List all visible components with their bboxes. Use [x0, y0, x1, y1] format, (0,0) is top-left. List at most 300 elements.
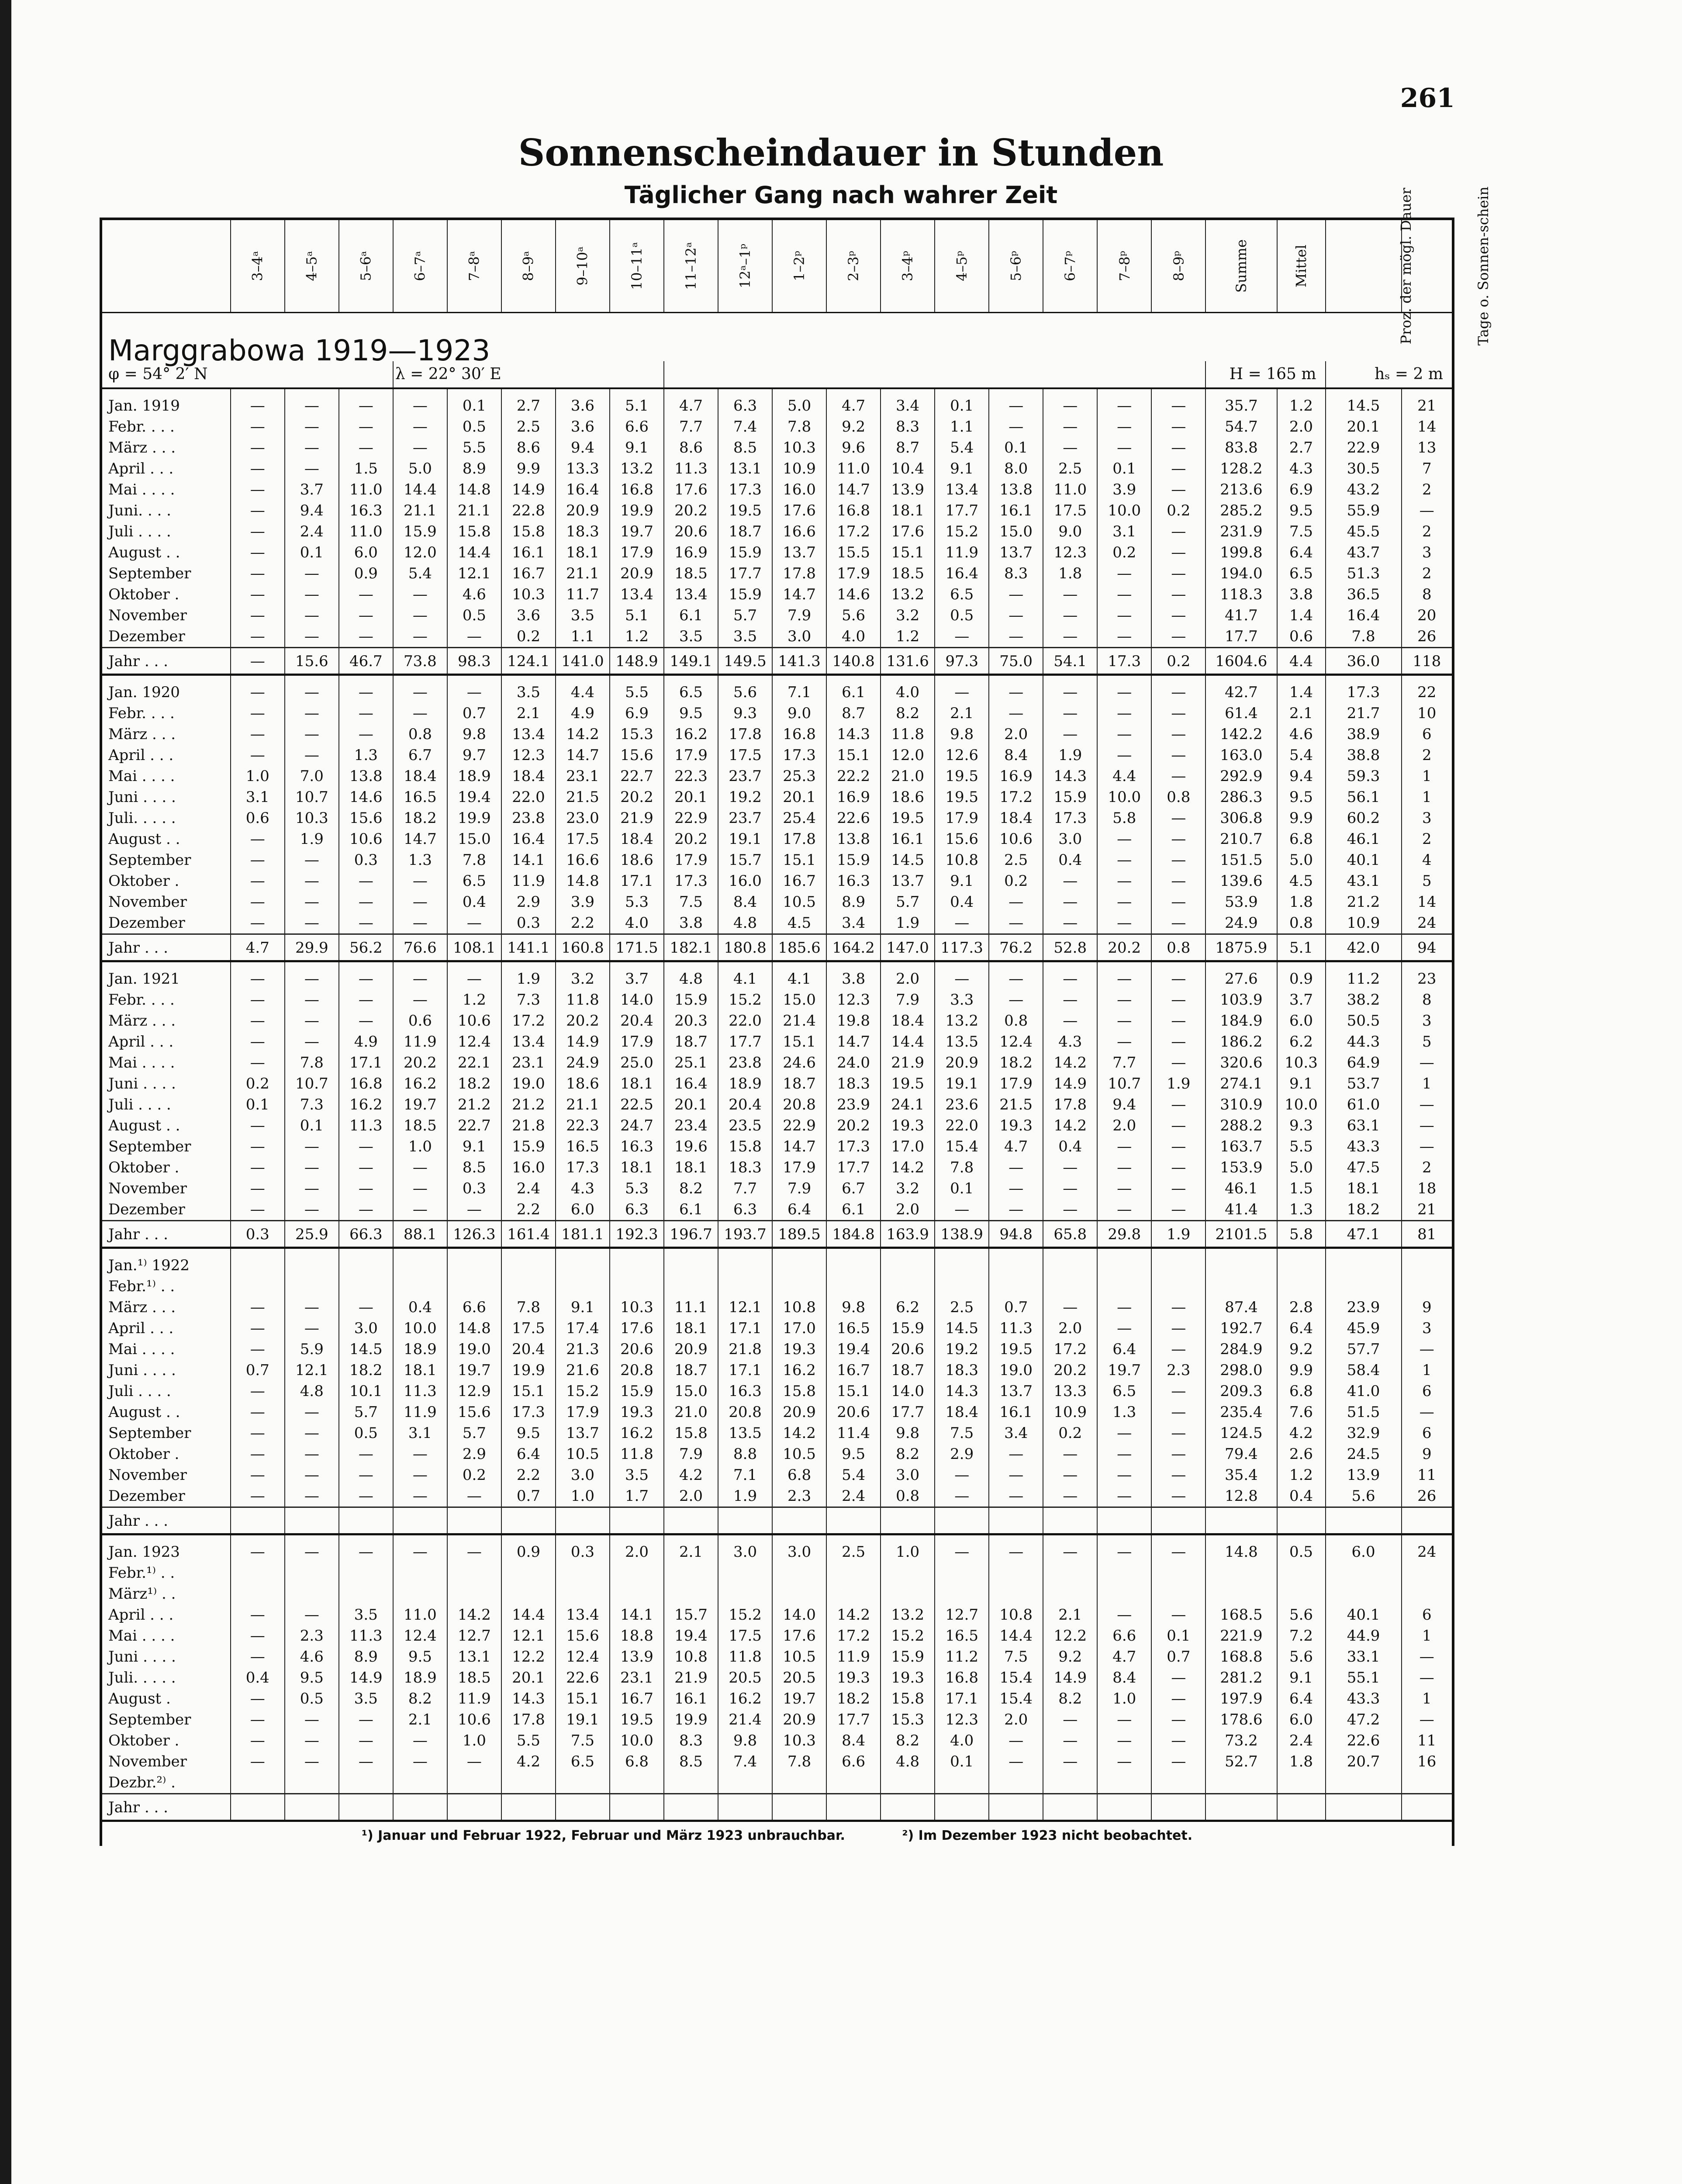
table-cell: 5.1 [610, 605, 664, 626]
table-cell: 124.5 [1205, 1423, 1277, 1444]
table-cell: 52.8 [1043, 934, 1097, 961]
table-cell: 63.1 [1326, 1115, 1402, 1136]
table-cell: 16.3 [339, 500, 393, 521]
table-cell [664, 1794, 718, 1821]
table-cell: 29.9 [285, 934, 339, 961]
table-cell [935, 1583, 989, 1604]
table-cell: — [231, 1157, 285, 1178]
table-cell: 52.7 [1205, 1751, 1277, 1772]
table-cell: 3.0 [772, 1534, 826, 1563]
table-cell [826, 1507, 881, 1534]
table-cell: 2.1 [393, 1709, 447, 1730]
table-cell: — [1151, 1052, 1205, 1073]
table-cell: 18.2 [393, 808, 447, 829]
table-cell: 13.3 [1043, 1381, 1097, 1402]
table-cell [718, 1794, 772, 1821]
table-cell: — [339, 1730, 393, 1751]
table-cell: 0.1 [285, 1115, 339, 1136]
table-cell: 1.4 [1277, 675, 1326, 703]
table-cell: — [393, 912, 447, 934]
table-cell: — [1151, 458, 1205, 479]
table-cell: 20.9 [935, 1052, 989, 1073]
header-hour-text: 3–4ᵃ [249, 251, 266, 281]
table-row [102, 829, 1452, 850]
table-cell: 11.9 [826, 1646, 881, 1667]
table-cell: 17.6 [881, 521, 935, 542]
table-cell: — [339, 912, 393, 934]
table-cell: — [1151, 675, 1205, 703]
row-label: Dezember [108, 914, 185, 932]
table-cell: 15.6 [447, 1402, 501, 1423]
table-cell: 21.6 [556, 1360, 610, 1381]
table-cell: 27.6 [1205, 961, 1277, 990]
table-cell: 4.9 [556, 703, 610, 724]
table-cell: 14.4 [501, 1604, 556, 1625]
table-cell: 88.1 [393, 1221, 447, 1248]
table-cell: — [1097, 388, 1151, 416]
table-cell: 0.6 [1277, 626, 1326, 648]
table-cell: 14.7 [826, 479, 881, 500]
table-cell: 14.2 [772, 1423, 826, 1444]
table-cell: — [285, 703, 339, 724]
table-cell: 21.1 [393, 500, 447, 521]
table-cell: 18.9 [393, 1667, 447, 1688]
table-cell: — [989, 626, 1043, 648]
table-row [102, 542, 1452, 563]
table-cell: — [393, 1534, 447, 1563]
table-cell: 5.6 [1277, 1604, 1326, 1625]
table-cell: 14.1 [501, 850, 556, 871]
table-cell: — [231, 1297, 285, 1318]
table-cell: 2.4 [501, 1178, 556, 1199]
row-label: April . . . [108, 746, 174, 764]
table-cell: 4.5 [772, 912, 826, 934]
table-cell: 9.1 [1277, 1667, 1326, 1688]
table-cell: 10.3 [501, 584, 556, 605]
table-cell [556, 1562, 610, 1583]
table-cell: 1.8 [1277, 1751, 1326, 1772]
row-label: März . . . [108, 1299, 176, 1316]
table-row [102, 1199, 1452, 1221]
table-cell: 6.8 [1277, 1381, 1326, 1402]
table-cell: 20.9 [772, 1402, 826, 1423]
table-cell: 17.6 [772, 500, 826, 521]
table-cell: 21.8 [718, 1339, 772, 1360]
table-cell [718, 1248, 772, 1276]
table-cell: 20.9 [772, 1709, 826, 1730]
table-cell: 1.9 [285, 829, 339, 850]
table-row [102, 787, 1452, 808]
table-cell: — [285, 416, 339, 437]
table-cell [1097, 1794, 1151, 1821]
table-cell: 5 [1402, 1031, 1452, 1052]
table-cell: 19.7 [610, 521, 664, 542]
table-row [102, 1157, 1452, 1178]
table-cell: 0.5 [1277, 1534, 1326, 1563]
table-cell [231, 1562, 285, 1583]
table-cell: 8.7 [826, 703, 881, 724]
table-cell: 6.1 [826, 675, 881, 703]
table-cell: — [231, 1465, 285, 1486]
table-cell: 14.0 [772, 1604, 826, 1625]
table-cell: 3.7 [285, 479, 339, 500]
table-cell: 20.1 [501, 1667, 556, 1688]
table-cell: 17.9 [664, 745, 718, 766]
table-cell: 2.5 [935, 1297, 989, 1318]
table-cell: 0.6 [393, 1010, 447, 1031]
table-cell: 65.8 [1043, 1221, 1097, 1248]
table-cell: — [285, 626, 339, 648]
table-cell: 182.1 [664, 934, 718, 961]
table-cell: — [393, 1486, 447, 1507]
table-row [102, 1646, 1452, 1667]
table-cell: 19.3 [881, 1115, 935, 1136]
table-cell: 17.5 [718, 1625, 772, 1646]
table-cell: 6.3 [718, 388, 772, 416]
table-cell: — [1043, 605, 1097, 626]
table-cell: 0.3 [339, 850, 393, 871]
table-cell: — [1097, 892, 1151, 912]
table-cell: — [285, 1157, 339, 1178]
table-cell: 5.3 [610, 892, 664, 912]
table-cell: 149.5 [718, 648, 772, 675]
table-cell: 9.5 [501, 1423, 556, 1444]
header-hour [393, 219, 447, 313]
table-cell: 1.4 [1277, 605, 1326, 626]
table-row [102, 1604, 1452, 1625]
table-cell: 55.1 [1326, 1667, 1402, 1688]
table-cell: — [285, 1031, 339, 1052]
table-cell: 17.5 [1043, 500, 1097, 521]
table-cell: 17.7 [881, 1402, 935, 1423]
table-cell: 16.0 [718, 871, 772, 892]
table-cell: — [285, 871, 339, 892]
table-cell: 17.0 [772, 1318, 826, 1339]
table-cell: 16.4 [935, 563, 989, 584]
table-cell: 6.0 [556, 1199, 610, 1221]
table-cell: — [447, 1199, 501, 1221]
table-cell: 2.0 [664, 1486, 718, 1507]
table-row [102, 1423, 1452, 1444]
table-cell [1277, 1794, 1326, 1821]
table-cell: 18.5 [664, 563, 718, 584]
table-cell: 163.9 [881, 1221, 935, 1248]
table-cell [1151, 1248, 1205, 1276]
header-hour-text: 7–8ᵖ [1116, 251, 1133, 281]
table-cell: 9.5 [1277, 787, 1326, 808]
table-cell: 73.8 [393, 648, 447, 675]
table-cell: — [1151, 1604, 1205, 1625]
table-cell: 8.9 [826, 892, 881, 912]
table-cell: 9.1 [935, 458, 989, 479]
table-cell: 4.2 [1277, 1423, 1326, 1444]
row-label: Juli. . . . . [108, 1669, 176, 1686]
table-cell: 17.8 [718, 724, 772, 745]
table-cell: 11.7 [556, 584, 610, 605]
row-label: Mai . . . . [108, 767, 175, 785]
table-cell: — [1402, 1136, 1452, 1157]
table-cell: 19.5 [610, 1709, 664, 1730]
table-cell: 15.8 [501, 521, 556, 542]
table-cell: — [1151, 1157, 1205, 1178]
header-hour [447, 219, 501, 313]
table-cell [393, 1507, 447, 1534]
table-cell: — [447, 1751, 501, 1772]
table-cell: — [1151, 542, 1205, 563]
table-cell [1151, 1583, 1205, 1604]
table-cell: 17.8 [501, 1709, 556, 1730]
table-cell: 16.8 [935, 1667, 989, 1688]
header-hour [718, 219, 772, 313]
row-label: August . [108, 1690, 171, 1707]
table-cell: 7.8 [447, 850, 501, 871]
table-cell [826, 1276, 881, 1297]
table-cell: 19.4 [664, 1625, 718, 1646]
table-cell: 17.1 [339, 1052, 393, 1073]
table-cell: 0.3 [501, 912, 556, 934]
table-cell: 8.2 [881, 1444, 935, 1465]
table-cell: 10.6 [339, 829, 393, 850]
table-cell: 4.7 [989, 1136, 1043, 1157]
table-cell: — [231, 458, 285, 479]
table-cell: 3.5 [718, 626, 772, 648]
table-cell: — [231, 829, 285, 850]
table-cell: 14.6 [339, 787, 393, 808]
table-cell: 15.6 [285, 648, 339, 675]
table-cell: — [1097, 1730, 1151, 1751]
table-cell: 15.2 [881, 1625, 935, 1646]
table-cell [772, 1248, 826, 1276]
table-cell: 18.7 [772, 1073, 826, 1094]
table-cell: 15.6 [610, 745, 664, 766]
table-cell: 0.4 [935, 892, 989, 912]
table-cell: 17.3 [826, 1136, 881, 1157]
table-row [102, 1583, 1452, 1604]
table-cell: 8.4 [718, 892, 772, 912]
table-cell [447, 1583, 501, 1604]
table-cell: 17.2 [501, 1010, 556, 1031]
table-cell: 20.9 [556, 500, 610, 521]
table-cell: 54.7 [1205, 416, 1277, 437]
table-cell: 36.0 [1326, 648, 1402, 675]
table-cell: 16.7 [501, 563, 556, 584]
table-cell: 16.5 [393, 787, 447, 808]
table-cell: 288.2 [1205, 1115, 1277, 1136]
table-cell: 168.8 [1205, 1646, 1277, 1667]
table-cell: — [1043, 1709, 1097, 1730]
table-cell: 10.7 [285, 787, 339, 808]
table-cell: — [1151, 521, 1205, 542]
table-cell [718, 1276, 772, 1297]
table-cell: 131.6 [881, 648, 935, 675]
table-cell: 0.8 [1151, 934, 1205, 961]
table-cell: 8.0 [989, 458, 1043, 479]
table-cell: — [1043, 584, 1097, 605]
table-cell: 1.8 [1043, 563, 1097, 584]
table-cell: 16.4 [556, 479, 610, 500]
table-cell: 10.5 [772, 1646, 826, 1667]
table-cell: 14.5 [881, 850, 935, 871]
table-cell: 13.8 [989, 479, 1043, 500]
table-cell: 1.3 [393, 850, 447, 871]
table-cell: — [1151, 1486, 1205, 1507]
table-cell: 14.9 [1043, 1073, 1097, 1094]
table-cell: 13.1 [447, 1646, 501, 1667]
table-cell: 14.1 [610, 1604, 664, 1625]
table-cell: 0.6 [231, 808, 285, 829]
table-cell: 19.7 [393, 1094, 447, 1115]
table-cell: 4.6 [1277, 724, 1326, 745]
table-cell: 8.9 [447, 458, 501, 479]
table-cell: — [285, 584, 339, 605]
table-cell: 4.4 [1097, 766, 1151, 787]
table-cell [935, 1794, 989, 1821]
table-cell: 3.8 [1277, 584, 1326, 605]
table-cell: 23 [1402, 961, 1452, 990]
table-cell: 57.7 [1326, 1339, 1402, 1360]
table-cell: — [1151, 1402, 1205, 1423]
table-cell: 2.0 [1277, 416, 1326, 437]
table-cell: — [393, 871, 447, 892]
table-cell: 43.3 [1326, 1688, 1402, 1709]
table-cell: 196.7 [664, 1221, 718, 1248]
table-cell: 4 [1402, 850, 1452, 871]
table-cell: 9.0 [772, 703, 826, 724]
table-row [102, 521, 1452, 542]
table-cell: — [339, 1444, 393, 1465]
table-cell [1151, 1562, 1205, 1583]
table-cell: 17.3 [1097, 648, 1151, 675]
table-cell: 18.2 [339, 1360, 393, 1381]
table-cell: 8.9 [339, 1646, 393, 1667]
table-cell: — [393, 605, 447, 626]
table-cell: — [1151, 626, 1205, 648]
table-cell [718, 1507, 772, 1534]
table-cell: 19.5 [989, 1339, 1043, 1360]
row-label: Juni . . . . [108, 1075, 176, 1092]
table-cell: 15.0 [664, 1381, 718, 1402]
table-cell: 17.5 [718, 745, 772, 766]
table-cell: 20.7 [1326, 1751, 1402, 1772]
table-cell: 9.5 [1277, 500, 1326, 521]
table-cell: 2.3 [285, 1625, 339, 1646]
table-cell: — [935, 626, 989, 648]
table-cell: 12.1 [285, 1360, 339, 1381]
table-cell: — [339, 388, 393, 416]
row-label: September [108, 565, 191, 582]
table-cell: — [1097, 563, 1151, 584]
table-cell: 1.0 [447, 1730, 501, 1751]
table-cell [1205, 1772, 1277, 1794]
table-cell: 19.5 [935, 787, 989, 808]
table-cell [556, 1248, 610, 1276]
table-row [102, 1772, 1452, 1794]
table-cell: 1.2 [610, 626, 664, 648]
table-cell: 14.4 [393, 479, 447, 500]
table-cell: 43.2 [1326, 479, 1402, 500]
table-cell [1097, 1772, 1151, 1794]
table-cell: 5.3 [610, 1178, 664, 1199]
table-cell: 42.0 [1326, 934, 1402, 961]
table-cell: 2.6 [1277, 1444, 1326, 1465]
table-cell [1151, 1507, 1205, 1534]
table-cell: 5.5 [447, 437, 501, 458]
table-cell: 10.8 [772, 1297, 826, 1318]
table-row [102, 458, 1452, 479]
table-cell: — [1043, 1730, 1097, 1751]
table-row [102, 605, 1452, 626]
table-cell: 25.9 [285, 1221, 339, 1248]
row-label: Mai . . . . [108, 1627, 175, 1645]
table-cell: — [285, 989, 339, 1010]
table-cell: 15.2 [718, 1604, 772, 1625]
table-cell: 9.5 [826, 1444, 881, 1465]
table-cell: — [231, 1604, 285, 1625]
table-cell: 15.1 [556, 1688, 610, 1709]
table-cell: — [231, 1010, 285, 1031]
table-cell: 3.0 [1043, 829, 1097, 850]
table-cell: 5.0 [1277, 850, 1326, 871]
table-cell: — [231, 1688, 285, 1709]
table-cell: — [231, 1052, 285, 1073]
table-cell: 0.2 [501, 626, 556, 648]
table-cell: 15.9 [664, 989, 718, 1010]
table-cell: 3.2 [881, 605, 935, 626]
table-cell [231, 1794, 285, 1821]
table-cell: — [339, 416, 393, 437]
table-cell: 2.1 [1043, 1604, 1097, 1625]
table-cell: 4.9 [339, 1031, 393, 1052]
table-cell: 23.8 [501, 808, 556, 829]
table-row [102, 1010, 1452, 1031]
table-cell: 13.2 [881, 1604, 935, 1625]
table-cell: 17.7 [718, 1031, 772, 1052]
table-cell: 18.1 [610, 1073, 664, 1094]
table-cell [1326, 1562, 1402, 1583]
table-cell: 18.4 [935, 1402, 989, 1423]
table-cell [989, 1507, 1043, 1534]
table-cell: 38.8 [1326, 745, 1402, 766]
table-cell: — [447, 961, 501, 990]
table-cell [285, 1794, 339, 1821]
table-cell: — [1043, 437, 1097, 458]
table-cell: 4.8 [664, 961, 718, 990]
table-cell: — [393, 1444, 447, 1465]
table-cell: 18.7 [664, 1031, 718, 1052]
table-cell: 17.5 [501, 1318, 556, 1339]
table-cell: 6.9 [1277, 479, 1326, 500]
table-cell: 7.0 [285, 766, 339, 787]
table-cell [1277, 1562, 1326, 1583]
table-cell: 14.9 [556, 1031, 610, 1052]
table-cell: 22.9 [772, 1115, 826, 1136]
page-title: Sonnenscheindauer in Stunden [518, 131, 1164, 174]
table-cell: — [231, 416, 285, 437]
table-cell: 13.8 [339, 766, 393, 787]
table-cell: — [1097, 1010, 1151, 1031]
header-hour [881, 219, 935, 313]
table-cell: 2.8 [1277, 1297, 1326, 1318]
table-cell: 0.1 [935, 1751, 989, 1772]
table-cell: 33.1 [1326, 1646, 1402, 1667]
table-cell: 10.0 [393, 1318, 447, 1339]
table-cell: 15.1 [826, 745, 881, 766]
table-cell: — [231, 1115, 285, 1136]
table-cell: 61.0 [1326, 1094, 1402, 1115]
table-cell: 11.0 [393, 1604, 447, 1625]
table-row [102, 1178, 1452, 1199]
table-cell: 40.1 [1326, 850, 1402, 871]
